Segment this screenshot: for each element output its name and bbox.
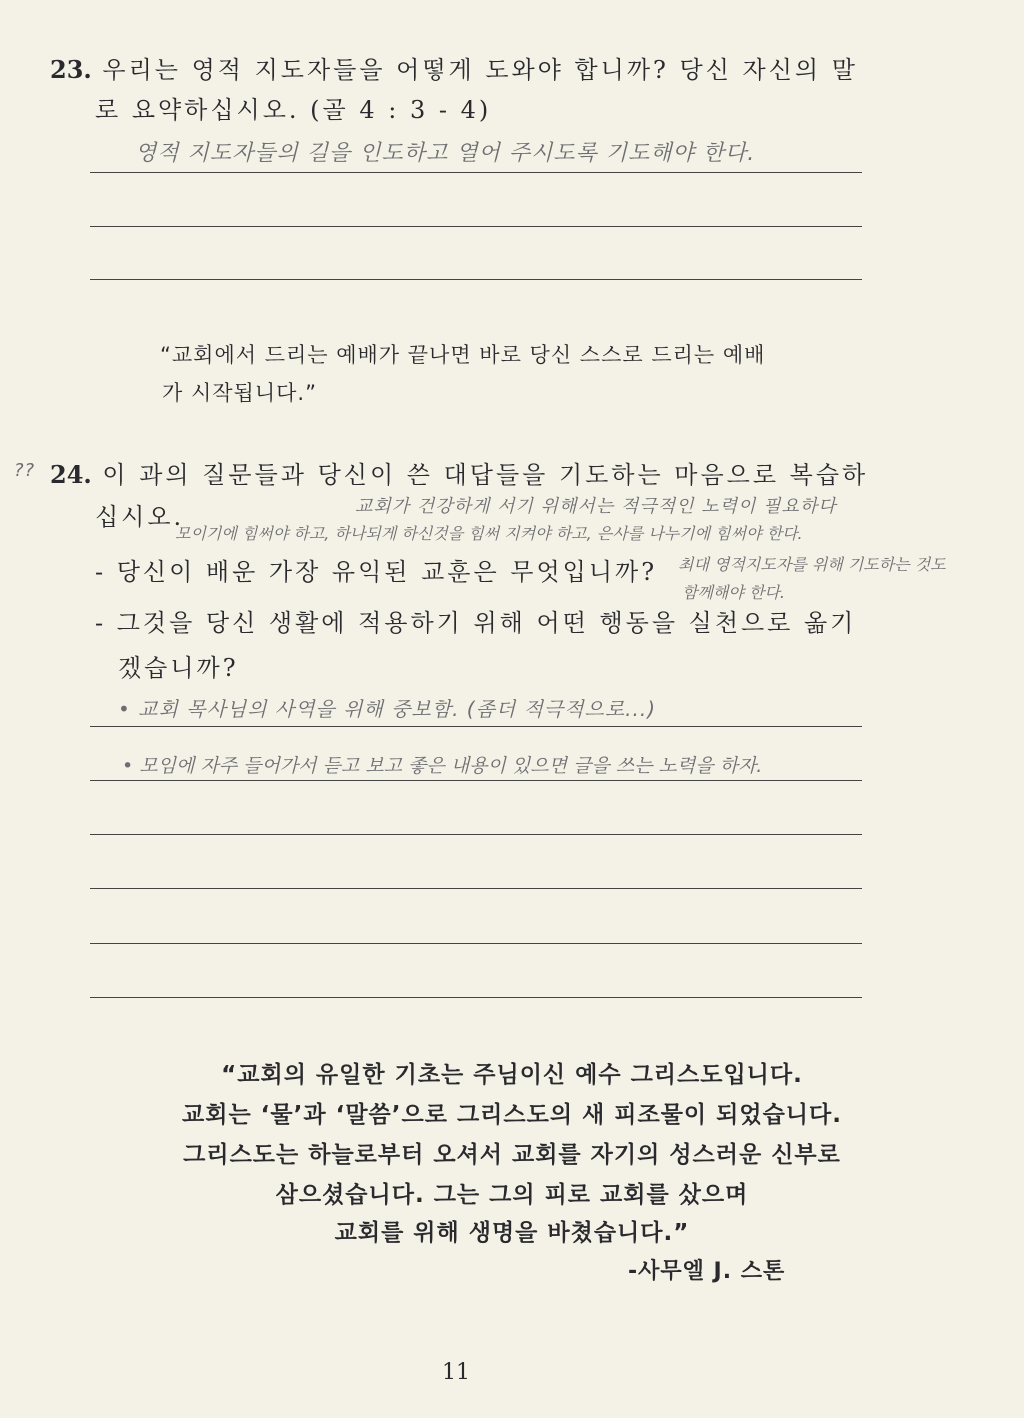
quote-2-line3: 그리스도는 하늘로부터 오셔서 교회를 자기의 성스러운 신부로	[183, 1142, 841, 1168]
quote-2-line5: 교회를 위해 생명을 바쳤습니다.”	[334, 1220, 690, 1246]
quote-2-line1: “교회의 유일한 기초는 주님이신 예수 그리스도입니다.	[221, 1062, 803, 1088]
answer-line	[90, 943, 862, 944]
handwritten-note-2: 모이기에 힘써야 하고, 하나되게 하신것을 힘써 지켜야 하고, 은사를 나누기에 힘써야 한다.	[175, 524, 803, 543]
question-23-text: 우리는 영적 지도자들을 어떻게 도와야 합니까? 당신 자신의 말	[102, 56, 858, 84]
handwritten-sub1-answer-b: 함께해야 한다.	[682, 583, 785, 602]
answer-line	[90, 226, 862, 227]
handwritten-sub1-answer-a: 최대 영적지도자를 위해 기도하는 것도	[678, 555, 946, 574]
handwritten-answer-24-1: • 교회 목사님의 사역을 위해 중보함. (좀더 적극적으로...)	[118, 697, 657, 721]
answer-line	[90, 172, 862, 173]
question-24-line1	[50, 455, 868, 490]
question-24-line2: 십시오.	[95, 503, 185, 531]
margin-mark: ??	[14, 460, 36, 481]
question-24-number: 24.	[50, 460, 92, 489]
quote-1-line2: 가 시작됩니다.”	[162, 381, 317, 405]
question-23-number: 23.	[50, 55, 92, 84]
page-number: 11	[442, 1360, 470, 1385]
sub-question-2-line1: - 그것을 당신 생활에 적용하기 위해 어떤 행동을 실천으로 옮기	[95, 609, 857, 637]
answer-line	[90, 726, 862, 727]
question-24-text: 이 과의 질문들과 당신이 쓴 대답들을 기도하는 마음으로 복습하	[102, 461, 869, 489]
question-23-line1	[50, 50, 858, 85]
answer-line	[90, 780, 862, 781]
sub-question-2-line2: 겠습니까?	[118, 654, 239, 682]
quote-2-line2: 교회는 ‘물’과 ‘말씀’으로 그리스도의 새 피조물이 되었습니다.	[182, 1102, 842, 1128]
quote-1-line1: “교회에서 드리는 예배가 끝나면 바로 당신 스스로 드리는 예배	[160, 343, 766, 367]
answer-line	[90, 997, 862, 998]
handwritten-answer-24-2: • 모임에 자주 들어가서 듣고 보고 좋은 내용이 있으면 글을 쓰는 노력을 하자.	[122, 755, 763, 777]
handwritten-answer-23: 영적 지도자들의 길을 인도하고 열어 주시도록 기도해야 한다.	[135, 141, 756, 166]
quote-2-line4: 삼으셨습니다. 그는 그의 피로 교회를 샀으며	[275, 1182, 749, 1208]
sub-question-1: - 당신이 배운 가장 유익된 교훈은 무엇입니까?	[95, 558, 658, 586]
answer-line	[90, 888, 862, 889]
question-23-line2: 로 요약하십시오. (골 4 : 3 - 4)	[95, 96, 492, 124]
handwritten-note-1: 교회가 건강하게 서기 위해서는 적극적인 노력이 필요하다	[355, 496, 837, 517]
answer-line	[90, 279, 862, 280]
answer-line	[90, 834, 862, 835]
quote-2-author: -사무엘 J. 스톤	[628, 1259, 786, 1284]
